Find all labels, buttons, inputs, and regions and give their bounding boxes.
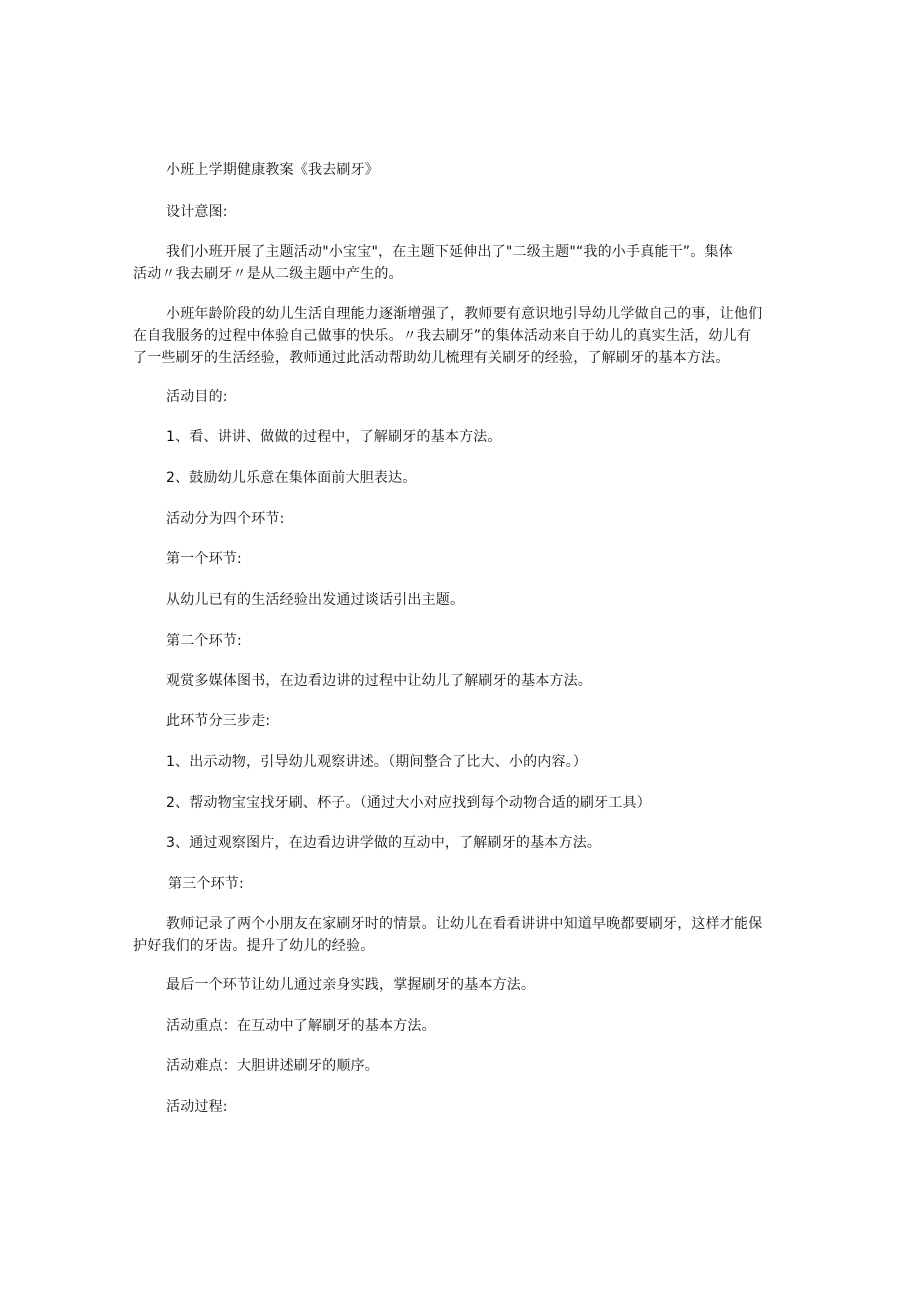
goal-item: 1、看、讲讲、做做的过程中，了解刷牙的基本方法。	[166, 429, 502, 445]
section-heading: 第三个环节:	[168, 876, 244, 892]
process-heading: 活动过程:	[166, 1099, 228, 1115]
goals-heading: 活动目的:	[166, 389, 228, 405]
section-text: 观赏多媒体图书，在边看边讲的过程中让幼儿了解刷牙的基本方法。	[166, 673, 592, 689]
steps-heading: 此环节分三步走:	[166, 713, 271, 729]
section-text: 从幼儿已有的生活经验出发通过谈话引出主题。	[166, 592, 465, 608]
goal-item: 2、鼓励幼儿乐意在集体面前大胆表达。	[166, 470, 417, 486]
key-point: 活动重点：在互动中了解刷牙的基本方法。	[166, 1018, 436, 1034]
paragraph-line: 护好我们的牙齿。提升了幼儿的经验。	[133, 938, 375, 954]
section-text: 最后一个环节让幼儿通过亲身实践，掌握刷牙的基本方法。	[166, 977, 536, 993]
difficulty: 活动难点：大胆讲述刷牙的顺序。	[166, 1058, 379, 1074]
step-item: 2、帮动物宝宝找牙刷、杯子。（通过大小对应找到每个动物合适的刷牙工具）	[166, 795, 651, 811]
document-title: 小班上学期健康教案《我去刷牙》	[166, 162, 379, 178]
step-item: 1、出示动物，引导幼儿观察讲述。（期间整合了比大、小的内容。）	[166, 754, 588, 770]
paragraph-line: 了一些刷牙的生活经验，教师通过此活动帮助幼儿梳理有关刷牙的经验，了解刷牙的基本方法。	[133, 350, 730, 366]
paragraph-line: 我们小班开展了主题活动"小宝宝"，在主题下延伸出了"二级主题"“我的小手真能干”。集体	[166, 244, 733, 260]
paragraph-line: 教师记录了两个小朋友在家刷牙时的情景。让幼儿在看看讲讲中知道早晚都要刷牙，这样才能保	[166, 916, 763, 932]
step-item: 3、通过观察图片，在边看边讲学做的互动中，了解刷牙的基本方法。	[166, 835, 602, 851]
design-intent-heading: 设计意图:	[166, 204, 228, 220]
section-heading: 第一个环节:	[166, 551, 242, 567]
sections-heading: 活动分为四个环节:	[166, 511, 285, 527]
paragraph-line: 在自我服务的过程中体验自己做事的快乐。〃我去刷牙”的集体活动来自于幼儿的真实生活，幼儿有	[133, 328, 752, 344]
section-heading: 第二个环节:	[166, 633, 242, 649]
paragraph-line: 活动〃我去刷牙〃是从二级主题中产生的。	[133, 266, 403, 282]
paragraph-line: 小班年龄阶段的幼儿生活自理能力逐渐增强了，教师要有意识地引导幼儿学做自己的事，让他们	[166, 306, 763, 322]
